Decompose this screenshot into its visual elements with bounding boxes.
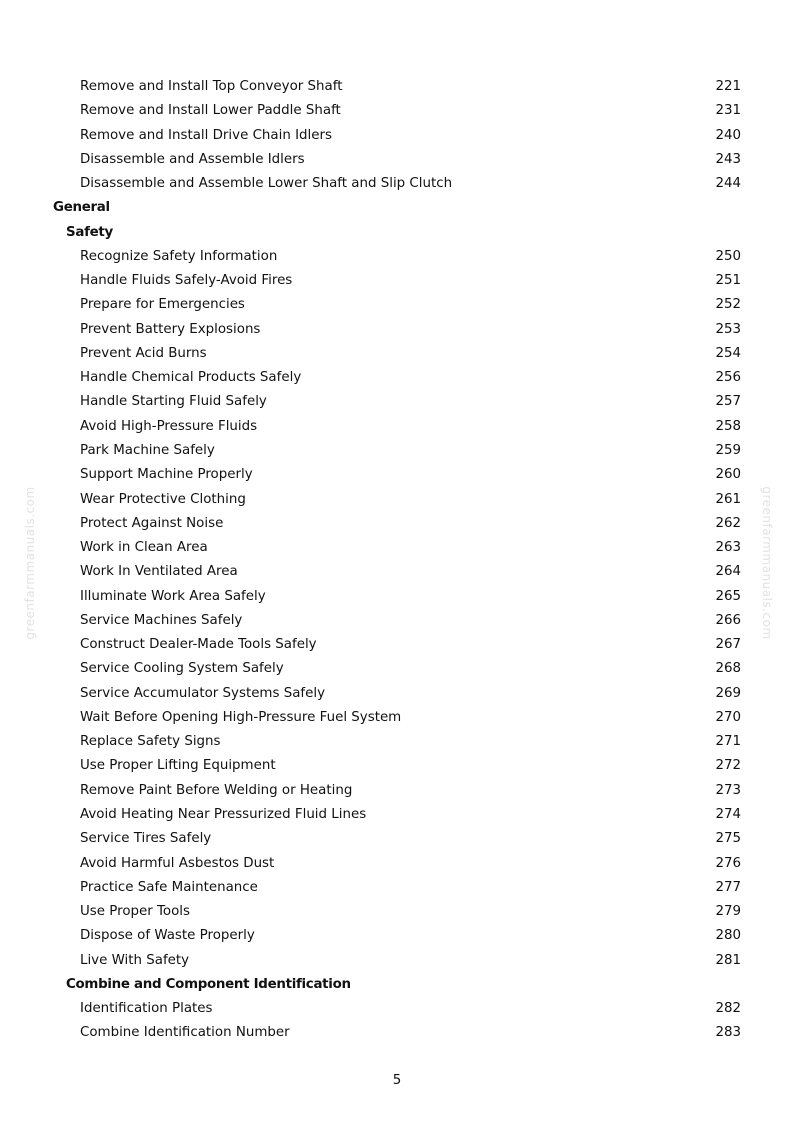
toc-entry-page-number: 266 bbox=[715, 612, 741, 628]
toc-entry[interactable] bbox=[0, 488, 794, 512]
toc-entry-page-number: 282 bbox=[715, 1001, 741, 1017]
toc-entry-title: Dispose of Waste Properly bbox=[80, 928, 255, 944]
toc-entry-title: Service Tires Safely bbox=[80, 831, 212, 847]
toc-entry-page-number: 265 bbox=[715, 588, 741, 604]
toc-entry-title: Live With Safety bbox=[80, 952, 190, 968]
toc-entry-page-number: 254 bbox=[715, 345, 741, 361]
toc-entry[interactable] bbox=[0, 439, 794, 463]
toc-entry-title: Remove and Install Drive Chain Idlers bbox=[80, 127, 332, 143]
toc-entry-title: Safety bbox=[66, 224, 113, 240]
toc-entry-title: Use Proper Tools bbox=[80, 904, 191, 920]
toc-entry-page-number: 251 bbox=[715, 273, 741, 289]
toc-entry-title: Remove and Install Top Conveyor Shaft bbox=[80, 79, 343, 94]
toc-entry-page-number: 221 bbox=[715, 79, 741, 94]
toc-entry[interactable] bbox=[0, 512, 794, 536]
toc-entry[interactable] bbox=[0, 390, 794, 414]
toc-entry[interactable] bbox=[0, 997, 794, 1021]
toc-entry-title: Service Cooling System Safely bbox=[80, 661, 284, 677]
toc-entry-title: Construct Dealer-Made Tools Safely bbox=[80, 637, 317, 653]
toc-entry[interactable] bbox=[0, 536, 794, 560]
toc-entry-page-number: 261 bbox=[715, 491, 741, 507]
toc-entry-title: Use Proper Lifting Equipment bbox=[80, 758, 276, 774]
toc-entry[interactable] bbox=[0, 1021, 794, 1045]
toc-entry-title: Replace Safety Signs bbox=[80, 734, 221, 750]
toc-entry-title: Service Machines Safely bbox=[80, 612, 243, 628]
toc-entry-title: Combine Identification Number bbox=[80, 1025, 290, 1041]
toc-entry-title: Avoid Harmful Asbestos Dust bbox=[80, 855, 275, 871]
toc-entry-title: Protect Against Noise bbox=[80, 515, 224, 531]
toc-entry-title: Service Accumulator Systems Safely bbox=[80, 685, 326, 701]
table-of-contents bbox=[0, 75, 794, 1046]
toc-entry[interactable] bbox=[0, 754, 794, 778]
toc-entry-page-number: 280 bbox=[715, 928, 741, 944]
toc-entry-title: Illuminate Work Area Safely bbox=[80, 588, 266, 604]
toc-entry-page-number: 252 bbox=[715, 297, 741, 313]
toc-entry[interactable] bbox=[0, 148, 794, 172]
toc-entry[interactable] bbox=[0, 585, 794, 609]
toc-subsection-heading bbox=[0, 221, 794, 245]
toc-entry-page-number: 231 bbox=[715, 103, 741, 119]
toc-entry[interactable] bbox=[0, 900, 794, 924]
toc-entry-page-number: 244 bbox=[715, 176, 741, 192]
toc-entry[interactable] bbox=[0, 682, 794, 706]
toc-entry-title: Disassemble and Assemble Idlers bbox=[80, 151, 305, 167]
toc-entry-page-number: 274 bbox=[715, 806, 741, 822]
toc-entry-title: Handle Chemical Products Safely bbox=[80, 370, 302, 386]
toc-entry-page-number: 283 bbox=[715, 1025, 741, 1041]
toc-entry-title: Wear Protective Clothing bbox=[80, 491, 246, 507]
toc-entry-title: Handle Starting Fluid Safely bbox=[80, 394, 267, 410]
toc-entry-title: Park Machine Safely bbox=[80, 442, 215, 458]
toc-entry[interactable] bbox=[0, 366, 794, 390]
toc-entry[interactable] bbox=[0, 852, 794, 876]
toc-entry[interactable] bbox=[0, 172, 794, 196]
toc-entry-page-number: 281 bbox=[715, 952, 741, 968]
toc-entry[interactable] bbox=[0, 657, 794, 681]
toc-entry-title: Recognize Safety Information bbox=[80, 248, 278, 264]
toc-entry-page-number: 257 bbox=[715, 394, 741, 410]
toc-subsection-heading bbox=[0, 973, 794, 997]
toc-entry-title: Identification Plates bbox=[80, 1001, 213, 1017]
toc-entry[interactable] bbox=[0, 342, 794, 366]
toc-entry[interactable] bbox=[0, 876, 794, 900]
toc-entry-page-number: 263 bbox=[715, 540, 741, 556]
toc-entry[interactable] bbox=[0, 124, 794, 148]
toc-entry[interactable] bbox=[0, 827, 794, 851]
toc-entry-title: Prevent Acid Burns bbox=[80, 345, 207, 361]
toc-entry-title: Disassemble and Assemble Lower Shaft and Slip Clutch bbox=[80, 176, 453, 192]
toc-entry[interactable] bbox=[0, 633, 794, 657]
toc-entry-page-number: 270 bbox=[715, 709, 741, 725]
toc-entry-page-number: 256 bbox=[715, 370, 741, 386]
toc-entry[interactable] bbox=[0, 609, 794, 633]
toc-entry-title: Remove Paint Before Welding or Heating bbox=[80, 782, 353, 798]
toc-entry-title: Avoid Heating Near Pressurized Fluid Lines bbox=[80, 806, 367, 822]
toc-entry-title: Support Machine Properly bbox=[80, 467, 253, 483]
toc-entry-page-number: 262 bbox=[715, 515, 741, 531]
toc-entry[interactable] bbox=[0, 779, 794, 803]
toc-entry-title: Remove and Install Lower Paddle Shaft bbox=[80, 103, 341, 119]
toc-entry[interactable] bbox=[0, 75, 794, 99]
toc-entry-page-number: 279 bbox=[715, 904, 741, 920]
toc-entry-page-number: 259 bbox=[715, 442, 741, 458]
toc-entry-page-number: 276 bbox=[715, 855, 741, 871]
toc-entry-title: Handle Fluids Safely-Avoid Fires bbox=[80, 273, 293, 289]
toc-entry-page-number: 250 bbox=[715, 248, 741, 264]
toc-entry[interactable] bbox=[0, 560, 794, 584]
toc-entry-title: Avoid High-Pressure Fluids bbox=[80, 418, 258, 434]
page-number: 5 bbox=[392, 1073, 402, 1088]
toc-entry-page-number: 260 bbox=[715, 467, 741, 483]
toc-entry[interactable] bbox=[0, 924, 794, 948]
toc-entry[interactable] bbox=[0, 730, 794, 754]
toc-entry-title: Prepare for Emergencies bbox=[80, 297, 245, 313]
toc-entry-title: Prevent Battery Explosions bbox=[80, 321, 261, 337]
toc-entry-page-number: 273 bbox=[715, 782, 741, 798]
toc-entry[interactable] bbox=[0, 706, 794, 730]
toc-entry-page-number: 267 bbox=[715, 637, 741, 653]
toc-entry[interactable] bbox=[0, 293, 794, 317]
toc-entry[interactable] bbox=[0, 318, 794, 342]
toc-entry-title: Work In Ventilated Area bbox=[80, 564, 238, 580]
toc-entry-title: Work in Clean Area bbox=[80, 540, 208, 556]
toc-entry-page-number: 272 bbox=[715, 758, 741, 774]
watermark-right: greenfarmmanuals.com bbox=[760, 486, 774, 640]
toc-section-heading bbox=[0, 196, 794, 220]
toc-entry-page-number: 264 bbox=[715, 564, 741, 580]
toc-entry[interactable] bbox=[0, 269, 794, 293]
toc-entry-page-number: 277 bbox=[715, 879, 741, 895]
toc-entry[interactable] bbox=[0, 463, 794, 487]
toc-entry-title: General bbox=[53, 200, 110, 216]
toc-entry[interactable] bbox=[0, 803, 794, 827]
toc-entry-page-number: 275 bbox=[715, 831, 741, 847]
toc-entry-page-number: 268 bbox=[715, 661, 741, 677]
toc-entry-title: Wait Before Opening High-Pressure Fuel System bbox=[80, 709, 402, 725]
toc-entry-page-number: 258 bbox=[715, 418, 741, 434]
toc-entry-title: Combine and Component Identification bbox=[66, 976, 351, 992]
watermark-left: greenfarmmanuals.com bbox=[23, 486, 37, 640]
toc-entry[interactable] bbox=[0, 949, 794, 973]
toc-entry-title: Practice Safe Maintenance bbox=[80, 879, 258, 895]
toc-entry[interactable] bbox=[0, 99, 794, 123]
toc-entry-page-number: 271 bbox=[715, 734, 741, 750]
toc-entry-page-number: 240 bbox=[715, 127, 741, 143]
toc-entry-page-number: 253 bbox=[715, 321, 741, 337]
toc-entry[interactable] bbox=[0, 245, 794, 269]
toc-entry[interactable] bbox=[0, 415, 794, 439]
toc-entry-page-number: 269 bbox=[715, 685, 741, 701]
toc-entry-page-number: 243 bbox=[715, 151, 741, 167]
